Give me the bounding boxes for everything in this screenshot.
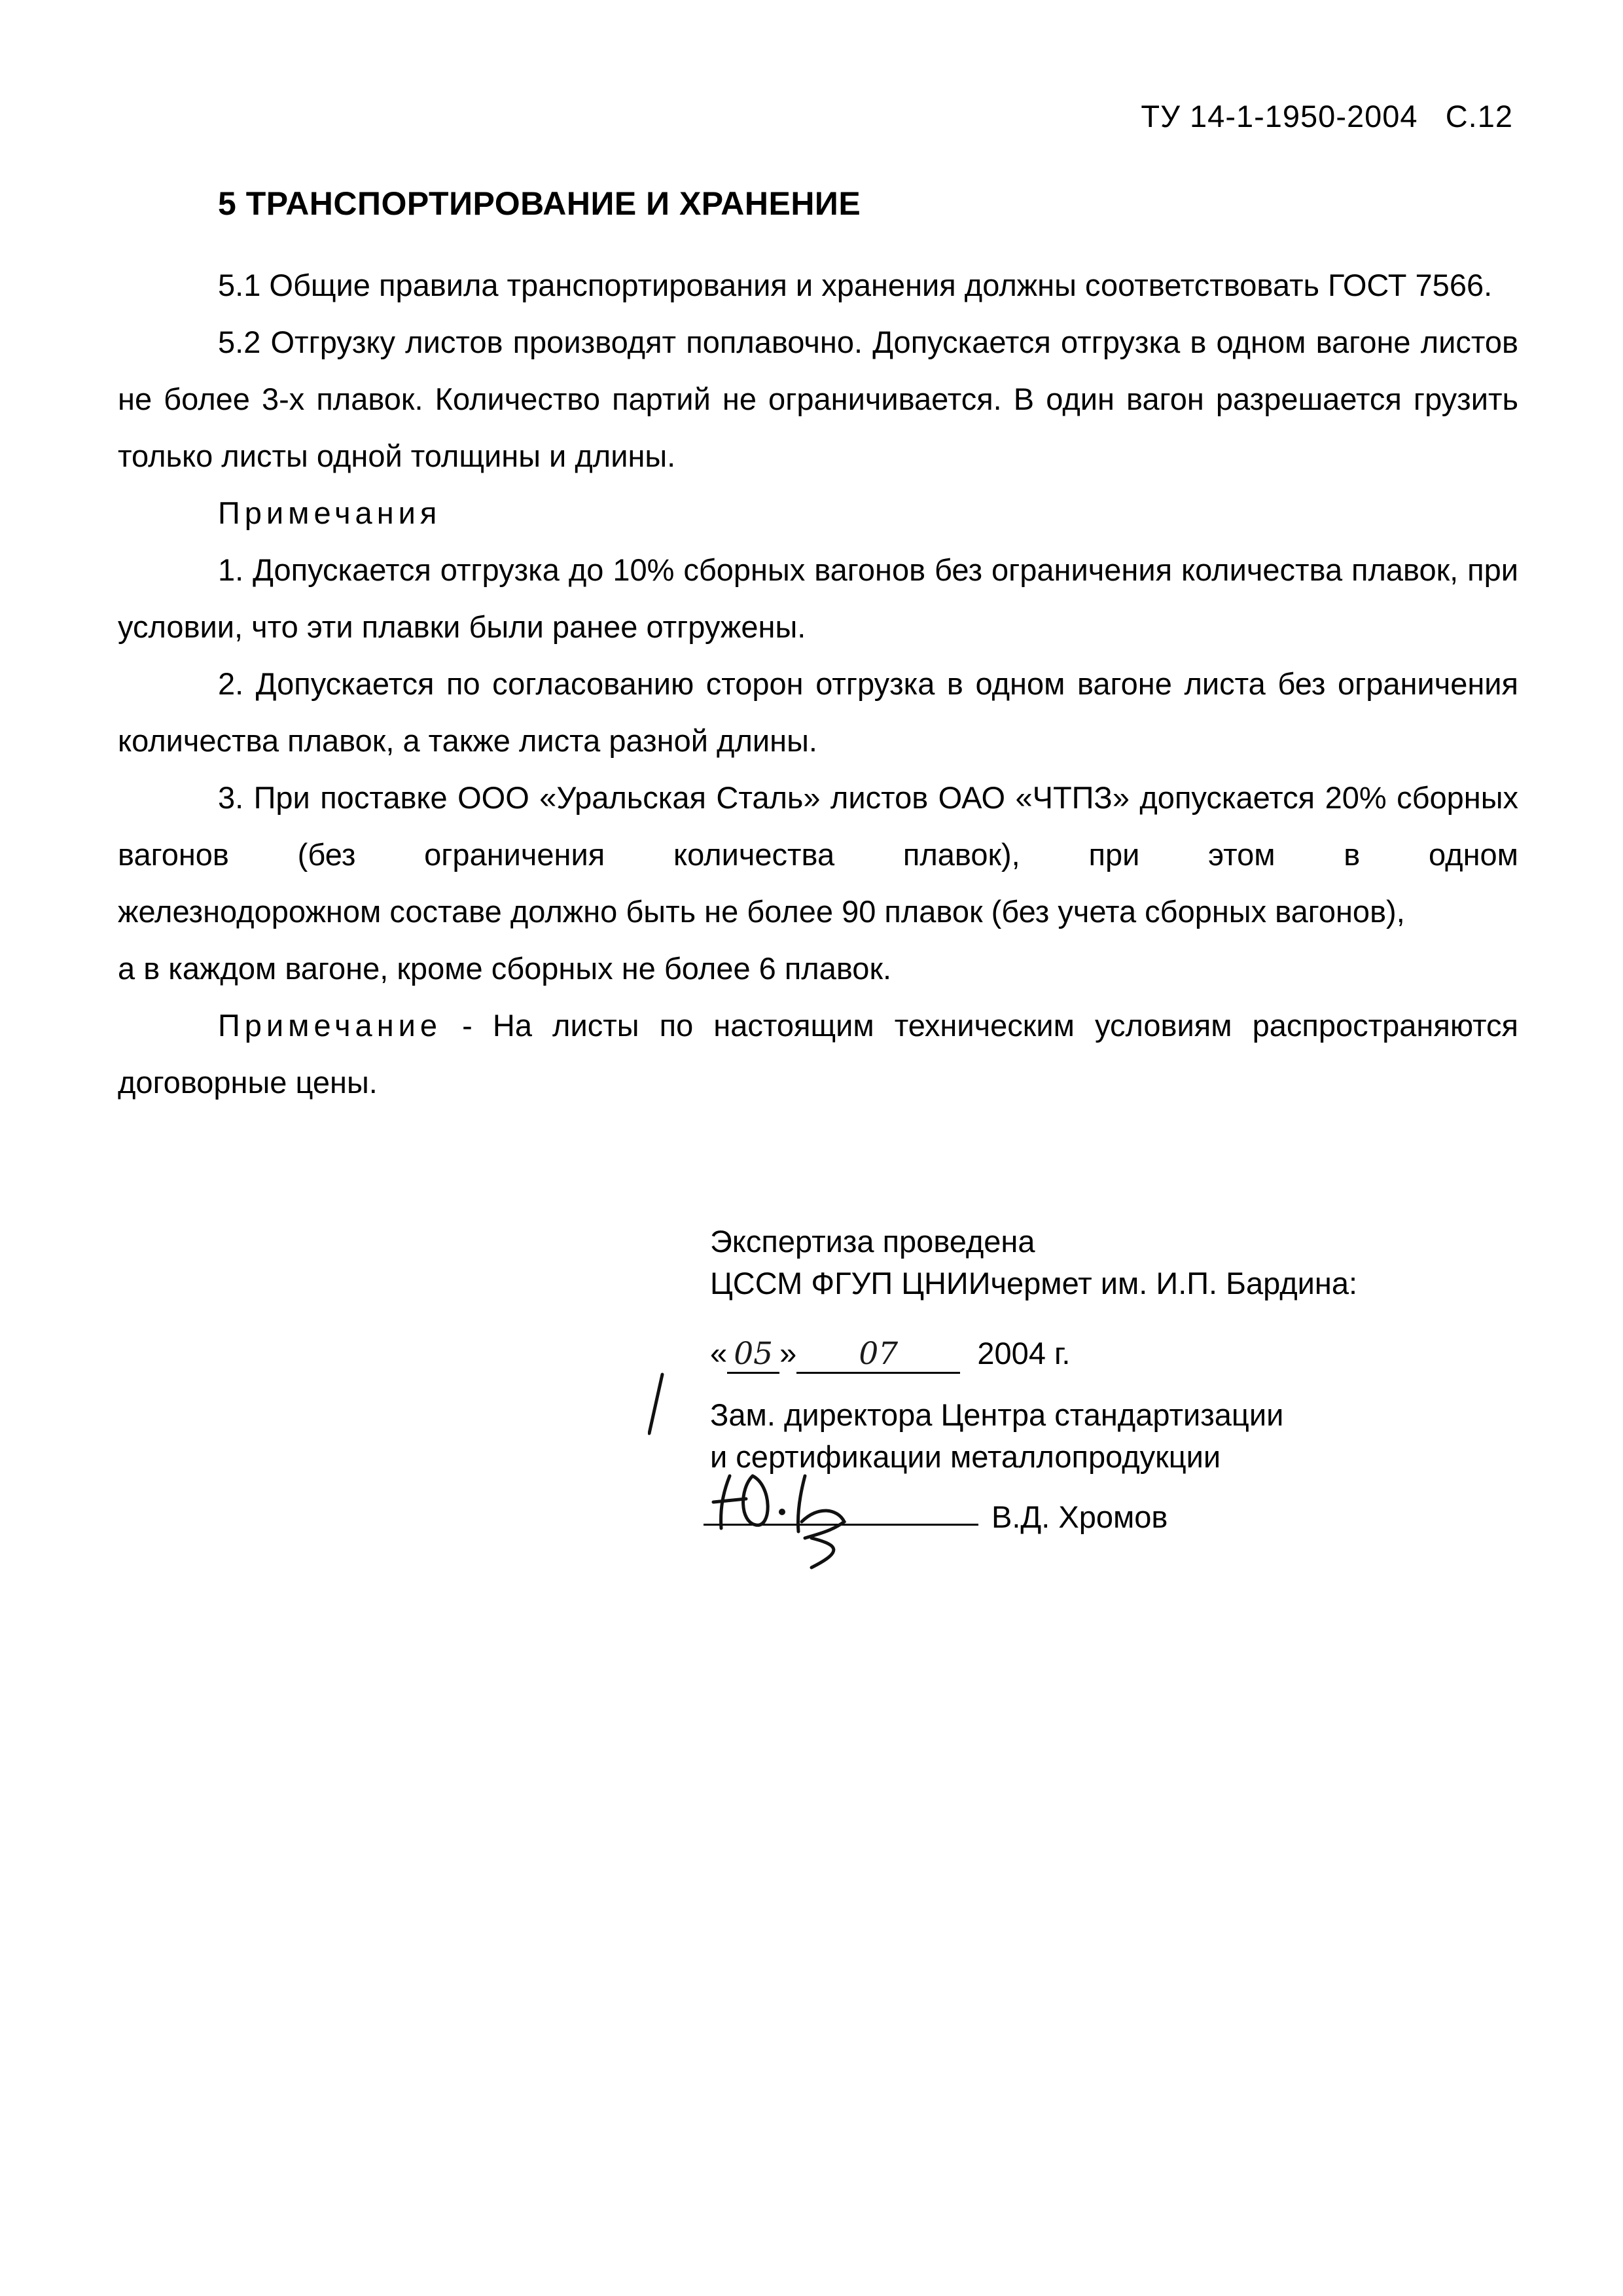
position-line-1: Зам. директора Центра стандартизации (710, 1397, 1284, 1432)
paragraph-5-1: 5.1 Общие правила транспортирования и хранения должны соответствовать ГОСТ 7566. (218, 268, 1493, 302)
position-line-2: и сертификации металлопродукции (710, 1439, 1221, 1474)
approval-date: « 05 » 07 2004 г. (710, 1335, 1071, 1374)
expertise-line-1: Экспертиза проведена (710, 1224, 1035, 1259)
date-year: 2004 г. (977, 1336, 1071, 1371)
note-3-part-a: 3. При поставке ООО «Уральская Сталь» листов ОАО «ЧТПЗ» допускается 20% сборных вагонов (без ограничения количества плавок), при этом в одном (118, 780, 1518, 872)
final-note (118, 997, 1518, 1111)
final-note-text: - На листы по настоящим техническим условиям распространяются договорные цены. (118, 1008, 1518, 1100)
expertise-block (710, 1221, 1357, 1304)
section-body (118, 257, 1518, 1111)
notes-heading: Примечания (218, 495, 442, 530)
date-day-field: 05 (727, 1335, 779, 1374)
expertise-line-2: ЦССМ ФГУП ЦНИИчермет им. И.П. Бардина: (710, 1266, 1358, 1300)
note-2: 2. Допускается по согласованию сторон отгрузка в одном вагоне листа без ограничения количества плавок, а также листа разной длины. (118, 666, 1518, 758)
page-header (1141, 98, 1513, 134)
note-3-part-b: железнодорожном составе должно быть не более 90 плавок (без учета сборных вагонов), (118, 894, 1405, 929)
section-title: 5 ТРАНСПОРТИРОВАНИЕ И ХРАНЕНИЕ (218, 185, 861, 222)
final-note-label: Примечание (218, 1008, 442, 1043)
page-number: С.12 (1445, 99, 1513, 134)
date-month-field: 07 (796, 1335, 960, 1374)
handwritten-signature-icon (648, 1335, 936, 1571)
note-3-part-c: а в каждом вагоне, кроме сборных не более 6 плавок. (118, 951, 892, 986)
note-1: 1. Допускается отгрузка до 10% сборных вагонов без ограничения количества плавок, при условии, что эти плавки были ранее отгружены. (118, 552, 1518, 644)
document-reference: ТУ 14-1-1950-2004 (1141, 99, 1418, 134)
paragraph-5-2: 5.2 Отгрузку листов производят поплавочно. Допускается отгрузка в одном вагоне листов не более 3-х плавок. Количество партий не ограничивается. В один вагон разрешается грузить только листы одной толщины и длины. (118, 325, 1518, 473)
signer-name: В.Д. Хромов (991, 1499, 1168, 1534)
